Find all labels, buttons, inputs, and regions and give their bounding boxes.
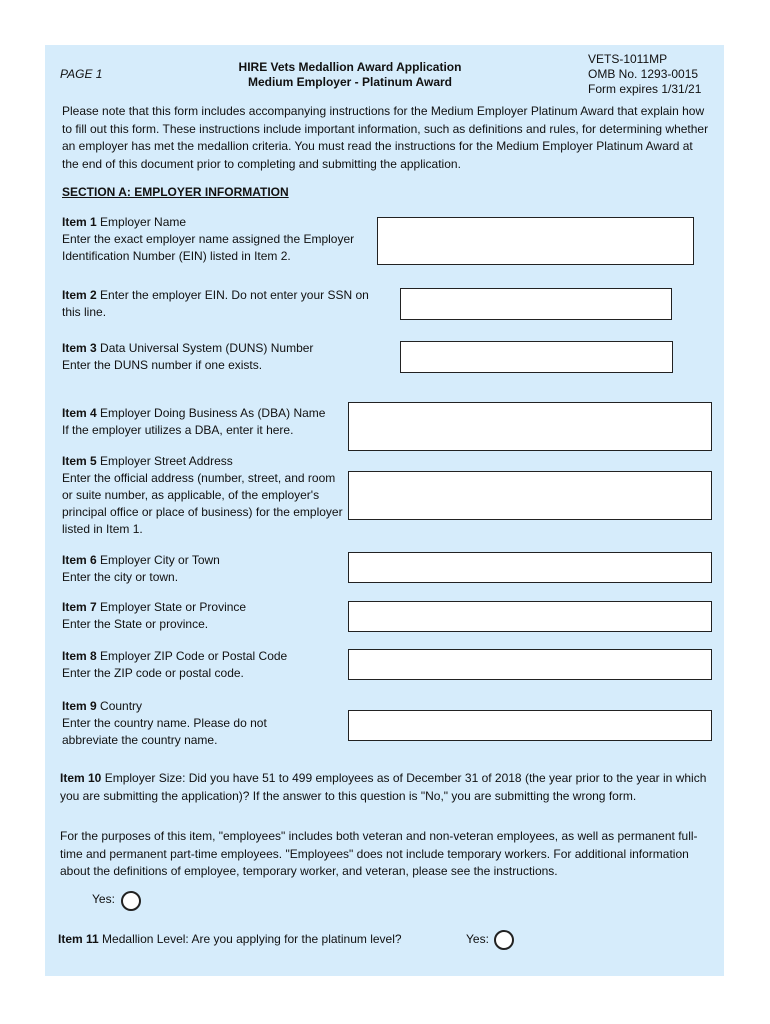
item-11-yes-radio[interactable] — [494, 930, 514, 950]
form-title — [210, 60, 490, 90]
item-9-title: Country — [100, 699, 143, 713]
item-8-label — [62, 648, 344, 682]
item-11-question — [58, 931, 402, 948]
item-4-description: If the employer utilizes a DBA, enter it here. — [62, 423, 294, 437]
item-4-number: Item 4 — [62, 406, 97, 420]
item-2-number: Item 2 — [62, 288, 97, 302]
item-5-description: Enter the official address (number, street, and room or suite number, as applicable, of the employer's principal office or place of business) for the employer listed in Item 1. — [62, 471, 343, 536]
item-5-number: Item 5 — [62, 454, 97, 468]
item-11-number: Item 11 — [58, 932, 99, 946]
item-2-title: Enter the employer EIN. Do not enter your SSN on this line. — [62, 288, 369, 319]
item-3-number: Item 3 — [62, 341, 97, 355]
item-9-description: Enter the country name. Please do not abbreviate the country name. — [62, 716, 267, 747]
item-8-number: Item 8 — [62, 649, 97, 663]
form-expiration: Form expires 1/31/21 — [588, 82, 702, 96]
employer-name-field[interactable] — [377, 217, 694, 265]
form-title-line2: Medium Employer - Platinum Award — [247, 75, 453, 89]
item-9-label — [62, 698, 320, 749]
item-1-number: Item 1 — [62, 215, 97, 229]
item-10-yes-radio[interactable] — [121, 891, 141, 911]
intro-paragraph: Please note that this form includes accompanying instructions for the Medium Employer Platinum Award that explain how to fill out this form. These instructions include important information, such as definitions and rules, for determining whether an employer has met the medallion criteria. You must read the instructions for the Medium Employer Platinum Award at the end of this document prior to completing and submitting the application. — [62, 104, 709, 171]
item-6-description: Enter the city or town. — [62, 570, 179, 584]
item-4-title: Employer Doing Business As (DBA) Name — [100, 406, 326, 420]
item-10-text: Employer Size: Did you have 51 to 499 employees as of December 31 of 2018 (the year prior to the year in which you are submitting the application)? If the answer to this question is "No," you are submitting the wrong form. — [60, 771, 707, 803]
item-2-label — [62, 287, 382, 321]
item-1-title: Employer Name — [100, 215, 187, 229]
item-9-number: Item 9 — [62, 699, 97, 713]
item-4-label — [62, 405, 347, 439]
item-3-label — [62, 340, 382, 374]
item-10-number: Item 10 — [60, 771, 102, 785]
item-1-label — [62, 214, 372, 265]
item-8-title: Employer ZIP Code or Postal Code — [100, 649, 288, 663]
item-5-label — [62, 453, 344, 538]
street-address-field[interactable] — [348, 471, 712, 520]
item-6-number: Item 6 — [62, 553, 97, 567]
item-6-title: Employer City or Town — [100, 553, 220, 567]
item-8-description: Enter the ZIP code or postal code. — [62, 666, 244, 680]
city-field[interactable] — [348, 552, 712, 583]
form-number: VETS-1011MP — [588, 52, 668, 66]
item-7-description: Enter the State or province. — [62, 617, 209, 631]
omb-number: OMB No. 1293-0015 — [588, 67, 699, 81]
employer-ein-field[interactable] — [400, 288, 672, 320]
item-7-number: Item 7 — [62, 600, 97, 614]
item-6-label — [62, 552, 344, 586]
zip-code-field[interactable] — [348, 649, 712, 680]
item-1-description: Enter the exact employer name assigned the Employer Identification Number (EIN) listed in Item 2. — [62, 232, 355, 263]
item-11-yes-label: Yes: — [466, 932, 489, 946]
item-10-note: For the purposes of this item, "employees" includes both veteran and non-veteran employees, as well as permanent full-time and permanent part-time employees. "Employees" does not include temporary workers. For additional information about the definitions of employee, temporary worker, and veteran, please see the instructions. — [60, 829, 698, 878]
item-11-text: Medallion Level: Are you applying for the platinum level? — [102, 932, 402, 946]
country-field[interactable] — [348, 710, 712, 741]
section-a-heading: SECTION A: EMPLOYER INFORMATION — [62, 185, 289, 199]
item-5-title: Employer Street Address — [100, 454, 233, 468]
item-10-yes-label: Yes: — [92, 892, 115, 906]
form-number-block — [588, 52, 701, 97]
item-3-description: Enter the DUNS number if one exists. — [62, 358, 263, 372]
item-7-label — [62, 599, 344, 633]
form-title-line1: HIRE Vets Medallion Award Application — [238, 60, 462, 74]
item-7-title: Employer State or Province — [100, 600, 247, 614]
page-label: PAGE 1 — [60, 67, 103, 81]
dba-name-field[interactable] — [348, 402, 712, 451]
state-field[interactable] — [348, 601, 712, 632]
item-10-question — [60, 770, 718, 805]
item-3-title: Data Universal System (DUNS) Number — [100, 341, 314, 355]
duns-number-field[interactable] — [400, 341, 673, 373]
